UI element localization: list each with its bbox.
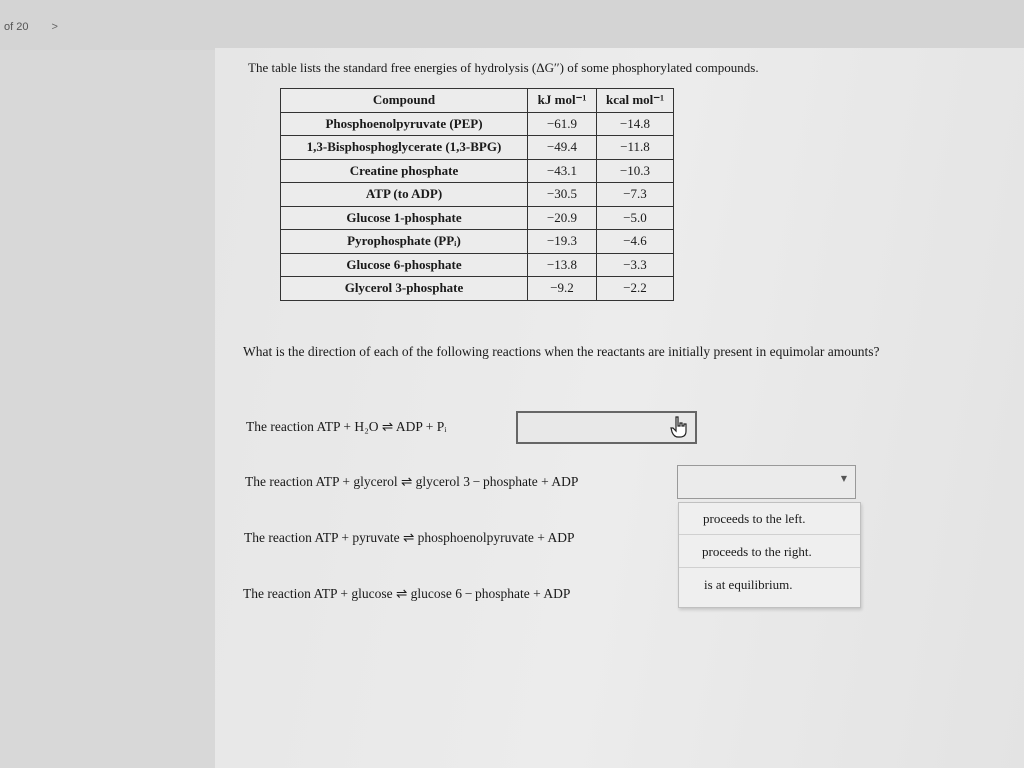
table-row: [281, 136, 674, 160]
kj-cell: −43.1: [528, 159, 597, 183]
kj-cell: −61.9: [528, 112, 597, 136]
compound-cell: 1,3-Bisphosphoglycerate (1,3-BPG): [281, 136, 528, 160]
compound-cell: Glucose 6-phosphate: [281, 253, 528, 277]
table-row: [281, 253, 674, 277]
option-proceeds-left[interactable]: proceeds to the left.: [679, 503, 860, 535]
kj-cell: −30.5: [528, 183, 597, 207]
header-kcal: kcal mol⁻¹: [597, 89, 674, 113]
pager: [4, 21, 58, 33]
reaction-4-text: The reaction ATP + glucose ⇌ glucose 6 − phosphate + ADP: [243, 586, 571, 601]
table-row: [281, 206, 674, 230]
reaction-2-select[interactable]: [677, 465, 856, 499]
kcal-cell: −11.8: [597, 136, 674, 160]
table-row: [281, 112, 674, 136]
next-page-button[interactable]: >: [51, 21, 58, 33]
reaction-1-text: The reaction ATP + H₂O ⇌ ADP + Pᵢ: [246, 419, 447, 434]
table-row: [281, 183, 674, 207]
kj-cell: −13.8: [528, 253, 597, 277]
kcal-cell: −3.3: [597, 253, 674, 277]
kj-cell: −20.9: [528, 206, 597, 230]
table-row: [281, 230, 674, 254]
header-compound: Compound: [281, 89, 528, 113]
reaction-3-text: The reaction ATP + pyruvate ⇌ phosphoenolpyruvate + ADP: [244, 530, 575, 545]
kcal-cell: −2.2: [597, 277, 674, 301]
kj-cell: −49.4: [528, 136, 597, 160]
compound-cell: Pyrophosphate (PPᵢ): [281, 230, 528, 254]
table-row: [281, 159, 674, 183]
chevron-down-icon: ▼: [840, 474, 847, 483]
intro-text: The table lists the standard free energies of hydrolysis (ΔG′′) of some phosphorylated compounds.: [248, 60, 759, 75]
page-of-label: of 20: [4, 21, 29, 33]
compound-cell: Glycerol 3-phosphate: [281, 277, 528, 301]
option-equilibrium[interactable]: is at equilibrium.: [704, 577, 793, 592]
table-header-row: [281, 89, 674, 113]
compound-cell: Phosphoenolpyruvate (PEP): [281, 112, 528, 136]
compound-cell: Creatine phosphate: [281, 159, 528, 183]
option-proceeds-right[interactable]: proceeds to the right.: [679, 536, 860, 568]
kcal-cell: −4.6: [597, 230, 674, 254]
question-text: What is the direction of each of the following reactions when the reactants are initially present in equimolar amounts?: [243, 344, 880, 359]
kcal-cell: −5.0: [597, 206, 674, 230]
top-bar: [0, 0, 1024, 50]
reaction-1-select[interactable]: [516, 411, 697, 444]
side-panel: [0, 50, 215, 768]
kcal-cell: −10.3: [597, 159, 674, 183]
reaction-2-text: The reaction ATP + glycerol ⇌ glycerol 3 − phosphate + ADP: [245, 474, 579, 489]
free-energy-table: [280, 88, 674, 301]
header-kj: kJ mol⁻¹: [528, 89, 597, 113]
table-row: [281, 277, 674, 301]
compound-cell: ATP (to ADP): [281, 183, 528, 207]
kj-cell: −19.3: [528, 230, 597, 254]
compound-cell: Glucose 1-phosphate: [281, 206, 528, 230]
kcal-cell: −14.8: [597, 112, 674, 136]
kcal-cell: −7.3: [597, 183, 674, 207]
hand-pointer-icon: [668, 415, 690, 439]
kj-cell: −9.2: [528, 277, 597, 301]
dropdown-menu: [678, 502, 861, 608]
